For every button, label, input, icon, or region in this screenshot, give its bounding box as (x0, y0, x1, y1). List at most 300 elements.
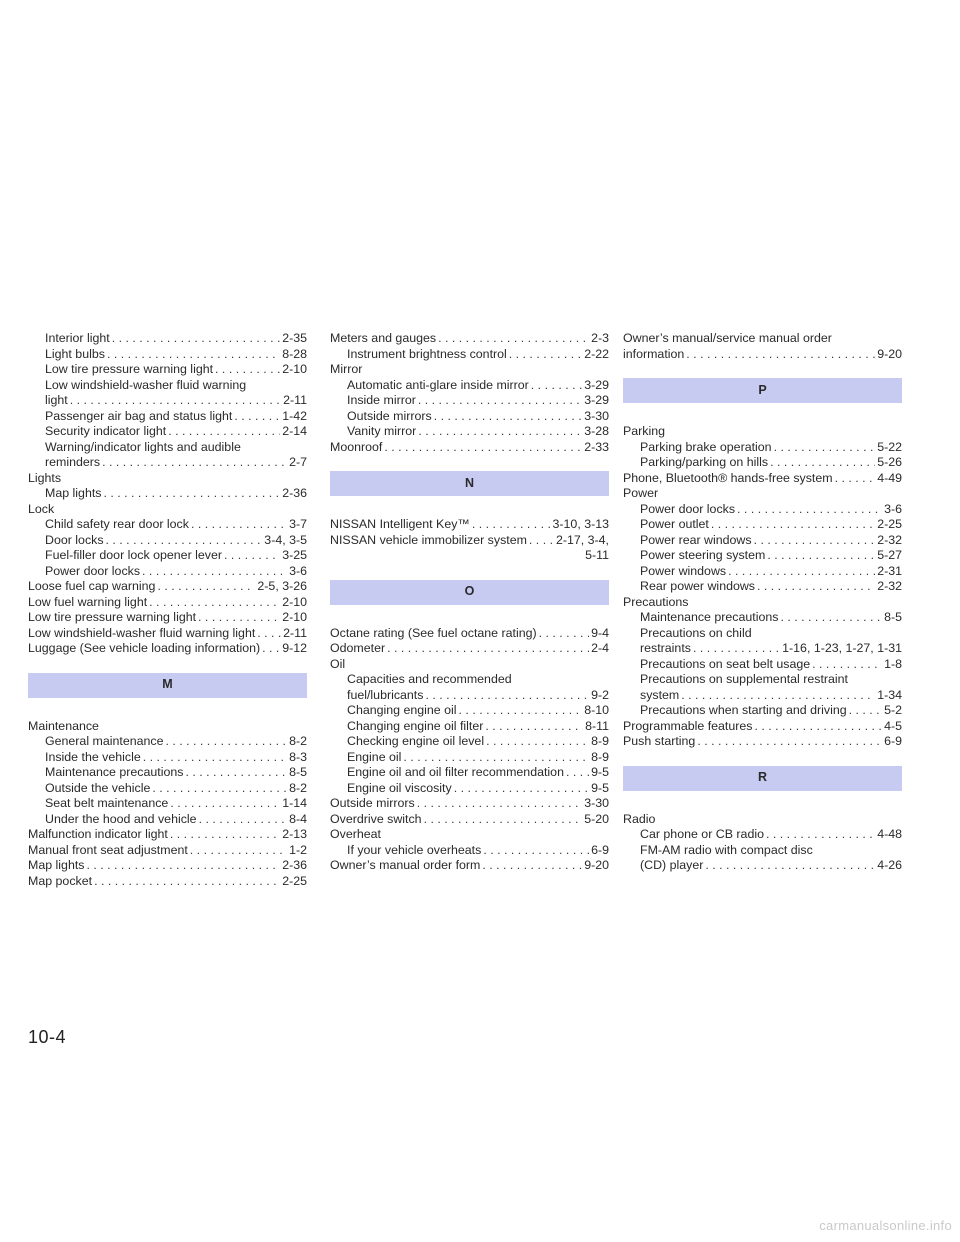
dot-leader (142, 564, 287, 580)
entry-text: Power windows (640, 563, 727, 578)
entry-page-ref: 3-25 (282, 548, 307, 562)
entry-text: Power steering system (640, 548, 766, 562)
entry-text: Low tire pressure warning light (28, 610, 197, 624)
index-subentry (623, 440, 902, 456)
entry-text: Low fuel warning light (28, 594, 148, 609)
entry-text: Maintenance precautions (45, 765, 184, 779)
entry-text: Engine oil (347, 749, 402, 764)
index-subentry (623, 672, 902, 688)
entry-text: Programmable features (623, 718, 753, 733)
entry-text: Overheat (330, 827, 381, 841)
entry-text: Precautions on supplemental restraint (640, 672, 849, 686)
index-subentry (330, 781, 609, 797)
entry-page-ref: 9-4 (591, 625, 609, 640)
dot-leader (152, 781, 287, 797)
entry-page-ref: 2-35 (282, 331, 307, 345)
entry-text: Precautions (623, 594, 689, 609)
entry-page-ref: 2-11 (283, 393, 307, 407)
entry-page-ref: 9-20 (584, 858, 609, 872)
index-subentry (28, 812, 307, 828)
index-subentry (623, 564, 902, 580)
entry-page-ref: 2-36 (282, 858, 307, 872)
entry-page-ref: 2-36 (282, 486, 307, 500)
dot-leader (767, 548, 875, 564)
dot-leader (157, 579, 255, 595)
entry-page-ref: 2-31 (877, 563, 902, 578)
dot-leader (728, 564, 875, 580)
dot-leader (566, 765, 589, 781)
index-subentry (28, 455, 307, 471)
dot-leader (697, 734, 882, 750)
entry-page-ref: 5-26 (877, 455, 902, 469)
dot-leader (482, 858, 582, 874)
entry-page-ref: 3-28 (584, 424, 609, 438)
entry-text: If your vehicle overheats (347, 842, 482, 857)
entry-page-ref: 2-14 (282, 424, 307, 438)
dot-leader (757, 579, 875, 595)
index-subentry (330, 378, 609, 394)
index-subentry (28, 440, 307, 456)
index-subentry (623, 827, 902, 843)
entry-text: Oil (330, 656, 346, 671)
watermark: carmanualsonline.info (819, 1218, 952, 1233)
entry-page-ref: 1-16, 1-23, 1-27, 1-31 (782, 641, 902, 655)
entry-page-ref: 4-26 (877, 858, 902, 872)
index-subentry (623, 703, 902, 719)
index-subentry (28, 734, 307, 750)
index-subentry (623, 610, 902, 626)
entry-page-ref: 9-12 (282, 641, 307, 655)
index-entry (28, 874, 307, 890)
entry-page-ref: 4-49 (877, 470, 902, 485)
entry-text: Power (623, 486, 659, 500)
entry-text: FM-AM radio with compact disc (640, 842, 813, 857)
entry-page-ref: 1-34 (877, 687, 902, 702)
dot-leader (780, 610, 882, 626)
dot-leader (835, 471, 876, 487)
entry-text: information (623, 346, 685, 361)
entry-text: Automatic anti-glare inside mirror (347, 377, 529, 392)
index-subentry (330, 719, 609, 735)
entry-text: Loose fuel cap warning (28, 579, 156, 593)
entry-text: Manual front seat adjustment (28, 842, 188, 857)
dot-leader (112, 331, 280, 347)
index-subentry (28, 533, 307, 549)
index-entry (28, 843, 307, 859)
index-subentry (623, 858, 902, 874)
index-subentry (330, 750, 609, 766)
entry-text: Parking (623, 424, 666, 438)
section-header-m: M (28, 673, 307, 698)
index-entry (28, 641, 307, 657)
entry-text: Phone, Bluetooth® hands-free system (623, 470, 833, 485)
index-entry (28, 610, 307, 626)
dot-leader (102, 455, 287, 471)
entry-page-ref: 2-25 (877, 517, 902, 531)
entry-text: Inside the vehicle (45, 749, 141, 764)
dot-leader (170, 827, 280, 843)
entry-page-ref: 1-2 (289, 842, 307, 857)
index-entry (330, 533, 609, 549)
index-subentry (330, 672, 609, 688)
index-subentry (623, 657, 902, 673)
entry-text: Power door locks (640, 501, 736, 516)
entry-page-ref: 9-5 (591, 765, 609, 779)
entry-page-ref: 3-30 (584, 796, 609, 810)
entry-text: Changing engine oil filter (347, 718, 484, 733)
entry-page-ref: 1-14 (282, 796, 307, 810)
entry-text: Seat belt maintenance (45, 796, 169, 810)
dot-leader (485, 719, 583, 735)
index-subentry (28, 781, 307, 797)
index-subentry (28, 564, 307, 580)
index-entry (330, 827, 609, 843)
entry-page-ref: 2-13 (282, 827, 307, 841)
dot-leader (387, 641, 589, 657)
section-header-n: N (330, 471, 609, 496)
index-subentry (28, 486, 307, 502)
entry-page-ref: 2-22 (584, 346, 609, 361)
entry-page-ref: 3-10, 3-13 (552, 517, 609, 531)
index-entry (330, 796, 609, 812)
index-subentry (330, 703, 609, 719)
index-subentry (330, 734, 609, 750)
entry-page-ref: 8-5 (289, 765, 307, 779)
index-subentry (623, 502, 902, 518)
entry-page-ref: 8-9 (591, 749, 609, 764)
dot-leader (191, 517, 287, 533)
entry-text: Moonroof (330, 439, 383, 454)
index-subentry (623, 455, 902, 471)
index-subentry (28, 750, 307, 766)
entry-text: Parking/parking on hills (640, 455, 769, 469)
entry-text: Odometer (330, 641, 386, 655)
entry-page-ref: 3-4, 3-5 (264, 532, 307, 547)
entry-text: Vanity mirror (347, 424, 417, 438)
dot-leader (168, 424, 280, 440)
entry-text: (CD) player (640, 858, 704, 872)
dot-leader (693, 641, 780, 657)
entry-page-ref: 3-6 (884, 501, 902, 516)
index-entry (28, 595, 307, 611)
dot-leader (190, 843, 287, 859)
entry-text: light (45, 393, 68, 407)
index-entry (28, 502, 307, 518)
dot-leader (424, 812, 583, 828)
entry-text: Owner’s manual order form (330, 858, 481, 872)
index-subentry (28, 409, 307, 425)
index-entry (623, 331, 902, 347)
entry-text: Map pocket (28, 873, 93, 888)
dot-leader (103, 486, 280, 502)
entry-page-ref: 2-33 (584, 439, 609, 454)
dot-leader (94, 874, 280, 890)
entry-text: Maintenance precautions (640, 610, 779, 624)
index-entry (623, 471, 902, 487)
entry-page-ref: 8-4 (289, 811, 307, 826)
entry-page-ref: 8-3 (289, 749, 307, 764)
dot-leader (812, 657, 882, 673)
entry-text: NISSAN vehicle immobilizer system (330, 532, 527, 547)
index-entry (623, 347, 902, 363)
index-entry (623, 812, 902, 828)
entry-page-ref: 2-7 (289, 455, 307, 469)
dot-leader (107, 347, 280, 363)
dot-leader (438, 331, 589, 347)
entry-page-ref: 1-8 (884, 656, 902, 671)
entry-page-ref: 3-7 (289, 517, 307, 531)
dot-leader (106, 533, 263, 549)
dot-leader (766, 827, 875, 843)
index-subentry (28, 378, 307, 394)
entry-text: Engine oil viscosity (347, 780, 452, 795)
dot-leader (711, 517, 875, 533)
entry-page-ref: 8-2 (289, 734, 307, 748)
entry-page-ref: 2-32 (877, 532, 902, 547)
index-subentry (623, 517, 902, 533)
entry-page-ref: 2-3 (591, 331, 609, 345)
entry-page-ref: 2-10 (282, 594, 307, 609)
entry-page-ref: 8-9 (591, 734, 609, 748)
index-column-2 (330, 331, 609, 874)
dot-leader (459, 703, 583, 719)
index-entry (623, 734, 902, 750)
dot-leader (185, 765, 287, 781)
entry-page-ref: 2-25 (282, 873, 307, 888)
index-subentry (330, 424, 609, 440)
entry-page-ref: 8-10 (584, 703, 609, 717)
entry-text: Security indicator light (45, 424, 167, 438)
index-subentry (330, 765, 609, 781)
entry-text: Instrument brightness control (347, 346, 507, 361)
entry-text: Rear power windows (640, 579, 756, 593)
entry-page-ref: 3-29 (584, 377, 609, 392)
entry-page-ref: 2-32 (877, 579, 902, 593)
entry-page-ref: 5-27 (877, 548, 902, 562)
dot-leader (215, 362, 280, 378)
entry-page-ref: 2-17, 3-4, (555, 532, 609, 547)
entry-page-ref: 9-5 (591, 780, 609, 795)
dot-leader (384, 440, 582, 456)
entry-text: Outside mirrors (330, 796, 415, 810)
index-subentry (28, 347, 307, 363)
entry-text: Capacities and recommended (347, 672, 512, 686)
entry-text: Push starting (623, 734, 696, 748)
entry-text: system (640, 687, 680, 702)
index-entry (330, 641, 609, 657)
entry-page-ref: 4-48 (877, 827, 902, 841)
index-subentry (623, 688, 902, 704)
entry-text: Inside mirror (347, 393, 416, 407)
entry-page-ref: 4-5 (884, 718, 902, 733)
dot-leader (472, 517, 551, 533)
index-subentry (623, 533, 902, 549)
entry-text: Luggage (See vehicle loading information) (28, 641, 261, 655)
entry-text: Precautions on seat belt usage (640, 656, 811, 671)
dot-leader (483, 843, 589, 859)
index-entry (330, 440, 609, 456)
dot-leader (418, 393, 582, 409)
dot-leader (454, 781, 589, 797)
entry-text: Precautions on child (640, 625, 752, 640)
dot-leader (486, 734, 589, 750)
dot-leader (165, 734, 287, 750)
entry-page-ref: 2-11 (283, 625, 307, 640)
index-entry (28, 471, 307, 487)
index-subentry (28, 393, 307, 409)
dot-leader (418, 424, 582, 440)
entry-page-ref: 8-28 (282, 346, 307, 361)
entry-page-ref: 3-29 (584, 393, 609, 407)
dot-leader (417, 796, 583, 812)
entry-text: Child safety rear door lock (45, 517, 189, 531)
entry-page-ref: 3-6 (289, 563, 307, 578)
dot-leader (754, 719, 882, 735)
index-subentry (330, 347, 609, 363)
index-entry (330, 517, 609, 533)
index-entry (330, 362, 609, 378)
entry-text: Power rear windows (640, 532, 752, 547)
dot-leader (403, 750, 589, 766)
entry-text: Map lights (28, 858, 85, 872)
index-entry (28, 626, 307, 642)
dot-leader (86, 858, 280, 874)
entry-text: Low windshield-washer fluid warning light (28, 625, 256, 640)
entry-text: Maintenance (28, 718, 99, 733)
index-subentry (623, 579, 902, 595)
entry-text: Passenger air bag and status light (45, 408, 233, 423)
dot-leader (849, 703, 882, 719)
section-header-o: O (330, 580, 609, 605)
index-subentry (330, 409, 609, 425)
entry-page-ref: 5-2 (884, 703, 902, 717)
entry-text: Meters and gauges (330, 331, 437, 345)
dot-leader (686, 347, 875, 363)
index-entry (330, 626, 609, 642)
page-number: 10-4 (28, 1027, 67, 1047)
entry-text: Mirror (330, 362, 363, 376)
index-entry (330, 812, 609, 828)
index-subentry (28, 331, 307, 347)
dot-leader (529, 533, 554, 549)
index-entry (330, 331, 609, 347)
dot-leader (539, 626, 589, 642)
index-entry (330, 858, 609, 874)
index-entry (623, 424, 902, 440)
entry-page-ref: 2-5, 3-26 (257, 579, 307, 593)
entry-text: Door locks (45, 532, 104, 547)
entry-text: NISSAN Intelligent Key™ (330, 517, 470, 531)
entry-text: Light bulbs (45, 346, 105, 361)
index-entry (623, 719, 902, 735)
entry-page-ref: 1-42 (282, 408, 307, 423)
dot-leader (770, 455, 875, 471)
entry-page-ref: 2-10 (282, 362, 307, 376)
index-entry (28, 827, 307, 843)
dot-leader (224, 548, 280, 564)
index-subentry (330, 393, 609, 409)
entry-page-ref: 5-22 (877, 439, 902, 454)
entry-text: Malfunction indicator light (28, 827, 168, 841)
dot-leader (198, 610, 280, 626)
dot-leader (143, 750, 287, 766)
entry-page-ref: 3-30 (584, 408, 609, 423)
entry-text: Map lights (45, 486, 102, 500)
entry-text: Car phone or CB radio (640, 827, 764, 841)
entry-text: Engine oil and oil filter recommendation (347, 765, 564, 779)
index-subentry (623, 843, 902, 859)
index-entry (28, 579, 307, 595)
dot-leader (425, 688, 589, 704)
dot-leader (754, 533, 876, 549)
entry-text: General maintenance (45, 734, 164, 748)
dot-leader (681, 688, 875, 704)
entry-text: Radio (623, 811, 656, 826)
index-entry (330, 657, 609, 673)
entry-page-ref: 5-20 (584, 811, 609, 826)
index-subentry (623, 641, 902, 657)
entry-text: Outside mirrors (347, 408, 432, 423)
dot-leader (149, 595, 280, 611)
index-subentry (28, 362, 307, 378)
dot-leader (199, 812, 288, 828)
entry-page-ref: 2-4 (591, 641, 609, 655)
section-header-p: P (623, 378, 902, 403)
entry-page-ref: 8-11 (585, 718, 609, 733)
dot-leader (737, 502, 882, 518)
index-column-3 (623, 331, 902, 874)
entry-text: Fuel-filler door lock opener lever (45, 548, 222, 562)
entry-text: Octane rating (See fuel octane rating) (330, 625, 537, 640)
entry-page-ref: 6-9 (591, 842, 609, 857)
entry-page-ref: 9-2 (591, 687, 609, 702)
entry-text: Outside the vehicle (45, 780, 151, 795)
entry-page-ref: 6-9 (884, 734, 902, 748)
index-entry (28, 719, 307, 735)
index-subentry (330, 688, 609, 704)
entry-text: Owner’s manual/service manual order (623, 331, 832, 345)
entry-page-ref: 9-20 (877, 346, 902, 361)
index-entry (28, 858, 307, 874)
entry-text: Interior light (45, 331, 110, 345)
dot-leader (509, 347, 582, 363)
dot-leader (234, 409, 280, 425)
index-subentry (330, 843, 609, 859)
entry-text: Warning/indicator lights and audible (45, 439, 241, 454)
entry-page-ref: 8-5 (884, 610, 902, 624)
dot-leader (774, 440, 876, 456)
index-column-1 (28, 331, 307, 889)
index-entry-continuation: 5-11 (585, 548, 609, 562)
dot-leader (170, 796, 280, 812)
entry-text: Checking engine oil level (347, 734, 485, 748)
index-subentry (623, 626, 902, 642)
index-subentry (28, 517, 307, 533)
entry-text: Parking brake operation (640, 439, 772, 454)
section-header-r: R (623, 766, 902, 791)
entry-text: Precautions when starting and driving (640, 703, 847, 717)
entry-text: fuel/lubricants (347, 687, 424, 702)
entry-page-ref: 8-2 (289, 780, 307, 795)
index-entry (623, 486, 902, 502)
entry-text: Low windshield-washer fluid warning (45, 377, 247, 392)
entry-text: Overdrive switch (330, 811, 422, 826)
dot-leader (531, 378, 582, 394)
entry-text: Lock (28, 501, 55, 516)
dot-leader (262, 641, 280, 657)
entry-text: Power door locks (45, 563, 141, 578)
entry-text: Power outlet (640, 517, 709, 531)
